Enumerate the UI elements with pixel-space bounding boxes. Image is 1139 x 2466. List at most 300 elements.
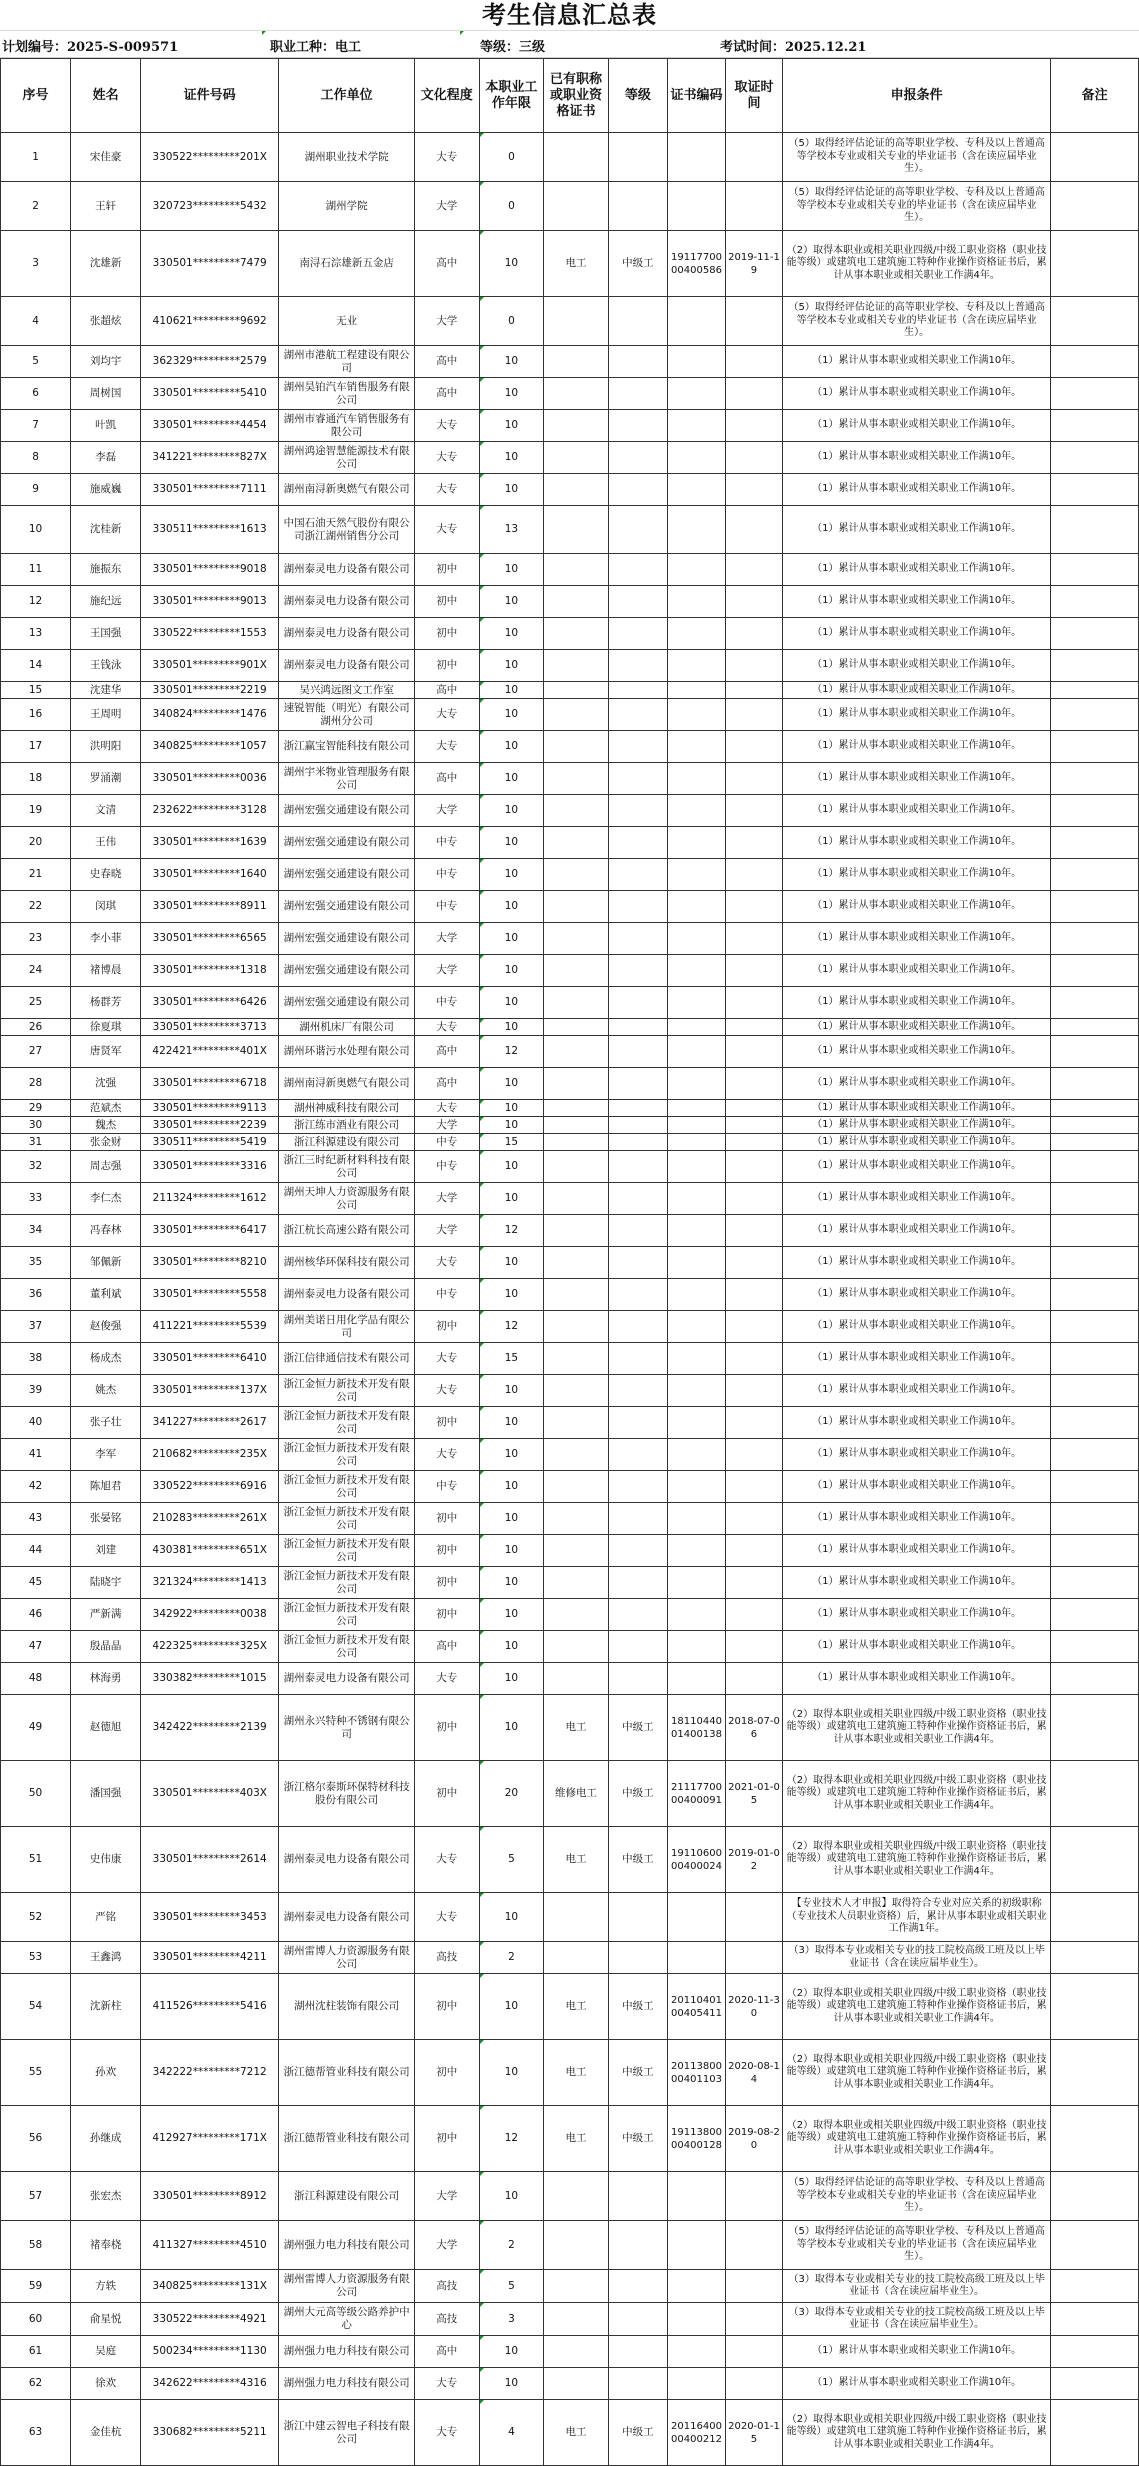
cell-cert-number[interactable]: [667, 650, 725, 682]
table-row[interactable]: [1, 2040, 1139, 2106]
cell-name[interactable]: 方轶: [71, 2270, 141, 2303]
cell-name[interactable]: 洪明阳: [71, 731, 141, 763]
cell-seq[interactable]: 57: [1, 2172, 71, 2221]
cell-id-number[interactable]: 330501*********9018: [141, 554, 279, 586]
cell-education[interactable]: 大学: [415, 923, 480, 955]
cell-cert-date[interactable]: [726, 133, 783, 182]
cell-work-years[interactable]: 10: [479, 891, 544, 923]
cell-remarks[interactable]: [1051, 1471, 1139, 1503]
cell-seq[interactable]: 5: [1, 346, 71, 378]
cell-remarks[interactable]: [1051, 2270, 1139, 2303]
cell-work-years[interactable]: 10: [479, 1247, 544, 1279]
cell-remarks[interactable]: [1051, 1311, 1139, 1343]
cell-existing-cert[interactable]: [544, 1151, 609, 1183]
cell-remarks[interactable]: [1051, 1535, 1139, 1567]
cell-cert-number[interactable]: [667, 1599, 725, 1631]
cell-remarks[interactable]: [1051, 133, 1139, 182]
cell-cert-number[interactable]: [667, 1036, 725, 1068]
cell-cert-date[interactable]: [726, 618, 783, 650]
cell-work-years[interactable]: 10: [479, 2172, 544, 2221]
cell-cert-number[interactable]: [667, 1535, 725, 1567]
cell-remarks[interactable]: [1051, 2336, 1139, 2368]
cell-cert-number[interactable]: [667, 1247, 725, 1279]
cell-cert-date[interactable]: [726, 1068, 783, 1100]
cell-work-years[interactable]: 10: [479, 474, 544, 506]
cell-work-years[interactable]: 0: [479, 297, 544, 346]
table-row[interactable]: [1, 763, 1139, 795]
cell-education[interactable]: 大专: [415, 506, 480, 554]
cell-remarks[interactable]: [1051, 586, 1139, 618]
cell-work-unit[interactable]: 湖州雷博人力资源服务有限公司: [279, 2270, 415, 2303]
cell-name[interactable]: 俞星悦: [71, 2303, 141, 2336]
cell-cert-date[interactable]: [726, 1471, 783, 1503]
cell-id-number[interactable]: 330501*********2219: [141, 682, 279, 699]
cell-cert-date[interactable]: [726, 297, 783, 346]
cell-id-number[interactable]: 411221*********5539: [141, 1311, 279, 1343]
cell-education[interactable]: 初中: [415, 1567, 480, 1599]
cell-cert-number[interactable]: [667, 1567, 725, 1599]
cell-education[interactable]: 初中: [415, 650, 480, 682]
cell-cert-number[interactable]: [667, 2172, 725, 2221]
cell-seq[interactable]: 28: [1, 1068, 71, 1100]
cell-remarks[interactable]: [1051, 2172, 1139, 2221]
cell-work-unit[interactable]: 湖州核华环保科技有限公司: [279, 1247, 415, 1279]
cell-seq[interactable]: 61: [1, 2336, 71, 2368]
cell-work-years[interactable]: 10: [479, 1974, 544, 2040]
cell-name[interactable]: 董利斌: [71, 1279, 141, 1311]
cell-education[interactable]: 初中: [415, 2040, 480, 2106]
cell-conditions[interactable]: （3）取得本专业或相关专业的技工院校高级工班及以上毕业证书（含在读应届毕业生）。: [782, 1942, 1050, 1974]
cell-work-unit[interactable]: 无业: [279, 297, 415, 346]
cell-remarks[interactable]: [1051, 1631, 1139, 1663]
cell-cert-date[interactable]: [726, 2221, 783, 2270]
cell-seq[interactable]: 54: [1, 1974, 71, 2040]
cell-work-years[interactable]: 3: [479, 2303, 544, 2336]
cell-conditions[interactable]: （1）累计从事本职业或相关职业工作满10年。: [782, 1599, 1050, 1631]
cell-seq[interactable]: 33: [1, 1183, 71, 1215]
cell-conditions[interactable]: （1）累计从事本职业或相关职业工作满10年。: [782, 1117, 1050, 1134]
cell-cert-number[interactable]: 1911380000400128: [667, 2106, 725, 2172]
cell-cert-number[interactable]: [667, 1134, 725, 1151]
cell-work-years[interactable]: 12: [479, 2106, 544, 2172]
cell-seq[interactable]: 62: [1, 2368, 71, 2400]
cell-remarks[interactable]: [1051, 2303, 1139, 2336]
cell-name[interactable]: 王周明: [71, 699, 141, 731]
cell-level[interactable]: 中级工: [608, 231, 667, 297]
cell-cert-date[interactable]: [726, 1279, 783, 1311]
cell-remarks[interactable]: [1051, 2221, 1139, 2270]
cell-existing-cert[interactable]: [544, 650, 609, 682]
cell-work-years[interactable]: 10: [479, 682, 544, 699]
table-row[interactable]: [1, 182, 1139, 231]
cell-level[interactable]: [608, 2221, 667, 2270]
cell-work-years[interactable]: 12: [479, 1311, 544, 1343]
table-row[interactable]: [1, 554, 1139, 586]
cell-cert-date[interactable]: [726, 1893, 783, 1942]
cell-seq[interactable]: 52: [1, 1893, 71, 1942]
cell-seq[interactable]: 50: [1, 1761, 71, 1827]
cell-education[interactable]: 中专: [415, 1471, 480, 1503]
cell-seq[interactable]: 48: [1, 1663, 71, 1695]
cell-existing-cert[interactable]: [544, 987, 609, 1019]
cell-work-unit[interactable]: 浙江三时纪新材料科技有限公司: [279, 1151, 415, 1183]
cell-education[interactable]: 大专: [415, 1100, 480, 1117]
cell-work-years[interactable]: 10: [479, 827, 544, 859]
table-row[interactable]: [1, 378, 1139, 410]
cell-seq[interactable]: 46: [1, 1599, 71, 1631]
cell-id-number[interactable]: 342422*********2139: [141, 1695, 279, 1761]
cell-existing-cert[interactable]: [544, 133, 609, 182]
cell-name[interactable]: 邹佩新: [71, 1247, 141, 1279]
cell-remarks[interactable]: [1051, 1663, 1139, 1695]
cell-level[interactable]: [608, 2303, 667, 2336]
cell-conditions[interactable]: 【专业技术人才申报】取得符合专业对应关系的初级职称（专业技术人员职业资格）后，累计从事本职业或相关职业工作满1年。: [782, 1893, 1050, 1942]
cell-existing-cert[interactable]: [544, 1279, 609, 1311]
cell-seq[interactable]: 3: [1, 231, 71, 297]
cell-remarks[interactable]: [1051, 1407, 1139, 1439]
cell-cert-date[interactable]: [726, 1215, 783, 1247]
cell-id-number[interactable]: 341221*********827X: [141, 442, 279, 474]
cell-cert-number[interactable]: [667, 1068, 725, 1100]
table-row[interactable]: [1, 1100, 1139, 1117]
cell-work-years[interactable]: 10: [479, 1567, 544, 1599]
cell-cert-date[interactable]: [726, 1631, 783, 1663]
cell-work-unit[interactable]: 湖州大元高等级公路养护中心: [279, 2303, 415, 2336]
cell-work-unit[interactable]: 湖州天坤人力资源服务有限公司: [279, 1183, 415, 1215]
cell-cert-date[interactable]: [726, 699, 783, 731]
table-row[interactable]: [1, 442, 1139, 474]
cell-cert-date[interactable]: [726, 346, 783, 378]
cell-seq[interactable]: 25: [1, 987, 71, 1019]
cell-cert-date[interactable]: [726, 1567, 783, 1599]
cell-name[interactable]: 徐夏琪: [71, 1019, 141, 1036]
cell-existing-cert[interactable]: [544, 891, 609, 923]
cell-cert-date[interactable]: [726, 955, 783, 987]
cell-education[interactable]: 初中: [415, 1974, 480, 2040]
cell-cert-date[interactable]: [726, 987, 783, 1019]
cell-conditions[interactable]: （1）累计从事本职业或相关职业工作满10年。: [782, 1279, 1050, 1311]
cell-level[interactable]: [608, 410, 667, 442]
cell-id-number[interactable]: 330501*********5558: [141, 1279, 279, 1311]
cell-education[interactable]: 高中: [415, 231, 480, 297]
cell-seq[interactable]: 12: [1, 586, 71, 618]
cell-seq[interactable]: 29: [1, 1100, 71, 1117]
cell-cert-date[interactable]: [726, 1183, 783, 1215]
cell-level[interactable]: [608, 1407, 667, 1439]
cell-remarks[interactable]: [1051, 378, 1139, 410]
table-row[interactable]: [1, 1695, 1139, 1761]
cell-name[interactable]: 严铭: [71, 1893, 141, 1942]
cell-cert-number[interactable]: [667, 410, 725, 442]
cell-id-number[interactable]: 330501*********1639: [141, 827, 279, 859]
cell-work-unit[interactable]: 湖州南浔新奥燃气有限公司: [279, 474, 415, 506]
cell-conditions[interactable]: （1）累计从事本职业或相关职业工作满10年。: [782, 827, 1050, 859]
table-row[interactable]: [1, 1567, 1139, 1599]
cell-remarks[interactable]: [1051, 1134, 1139, 1151]
cell-conditions[interactable]: （1）累计从事本职业或相关职业工作满10年。: [782, 795, 1050, 827]
cell-work-unit[interactable]: 湖州宏强交通建设有限公司: [279, 923, 415, 955]
cell-conditions[interactable]: （1）累计从事本职业或相关职业工作满10年。: [782, 1407, 1050, 1439]
cell-work-years[interactable]: 0: [479, 133, 544, 182]
table-row[interactable]: [1, 859, 1139, 891]
cell-seq[interactable]: 42: [1, 1471, 71, 1503]
cell-remarks[interactable]: [1051, 506, 1139, 554]
cell-conditions[interactable]: （2）取得本职业或相关职业四级/中级工职业资格（职业技能等级）或建筑电工建筑施工特种作业操作资格证书后，累计从事本职业或相关职业工作满4年。: [782, 1974, 1050, 2040]
cell-cert-number[interactable]: 1911770000400586: [667, 231, 725, 297]
cell-remarks[interactable]: [1051, 346, 1139, 378]
cell-cert-date[interactable]: [726, 1117, 783, 1134]
cell-remarks[interactable]: [1051, 1183, 1139, 1215]
cell-seq[interactable]: 21: [1, 859, 71, 891]
cell-work-years[interactable]: 2: [479, 2221, 544, 2270]
cell-cert-date[interactable]: [726, 763, 783, 795]
cell-work-years[interactable]: 12: [479, 1215, 544, 1247]
cell-name[interactable]: 严新满: [71, 1599, 141, 1631]
table-row[interactable]: [1, 1183, 1139, 1215]
cell-work-unit[interactable]: 浙江赢宝智能科技有限公司: [279, 731, 415, 763]
cell-seq[interactable]: 60: [1, 2303, 71, 2336]
cell-level[interactable]: [608, 987, 667, 1019]
cell-conditions[interactable]: （2）取得本职业或相关职业四级/中级工职业资格（职业技能等级）或建筑电工建筑施工特种作业操作资格证书后，累计从事本职业或相关职业工作满4年。: [782, 231, 1050, 297]
cell-cert-date[interactable]: 2021-01-05: [726, 1761, 783, 1827]
cell-conditions[interactable]: （1）累计从事本职业或相关职业工作满10年。: [782, 1151, 1050, 1183]
cell-seq[interactable]: 24: [1, 955, 71, 987]
cell-existing-cert[interactable]: [544, 2172, 609, 2221]
cell-remarks[interactable]: [1051, 1019, 1139, 1036]
cell-name[interactable]: 李磊: [71, 442, 141, 474]
cell-education[interactable]: 初中: [415, 1311, 480, 1343]
cell-cert-date[interactable]: [726, 2172, 783, 2221]
cell-education[interactable]: 大专: [415, 1827, 480, 1893]
cell-id-number[interactable]: 411327*********4510: [141, 2221, 279, 2270]
cell-cert-number[interactable]: [667, 1215, 725, 1247]
cell-conditions[interactable]: （1）累计从事本职业或相关职业工作满10年。: [782, 618, 1050, 650]
cell-seq[interactable]: 53: [1, 1942, 71, 1974]
cell-cert-number[interactable]: [667, 827, 725, 859]
cell-name[interactable]: 沈建华: [71, 682, 141, 699]
cell-remarks[interactable]: [1051, 2368, 1139, 2400]
cell-name[interactable]: 宋佳豪: [71, 133, 141, 182]
cell-existing-cert[interactable]: [544, 442, 609, 474]
cell-work-unit[interactable]: 湖州宏强交通建设有限公司: [279, 795, 415, 827]
cell-id-number[interactable]: 320723*********5432: [141, 182, 279, 231]
cell-cert-date[interactable]: 2020-11-30: [726, 1974, 783, 2040]
cell-id-number[interactable]: 210682*********235X: [141, 1439, 279, 1471]
cell-name[interactable]: 施振东: [71, 554, 141, 586]
cell-education[interactable]: 大专: [415, 1893, 480, 1942]
cell-remarks[interactable]: [1051, 2106, 1139, 2172]
cell-work-years[interactable]: 10: [479, 442, 544, 474]
cell-id-number[interactable]: 330501*********6565: [141, 923, 279, 955]
cell-existing-cert[interactable]: [544, 955, 609, 987]
cell-level[interactable]: [608, 2368, 667, 2400]
cell-seq[interactable]: 13: [1, 618, 71, 650]
cell-level[interactable]: [608, 1068, 667, 1100]
cell-level[interactable]: [608, 682, 667, 699]
cell-remarks[interactable]: [1051, 731, 1139, 763]
cell-conditions[interactable]: （1）累计从事本职业或相关职业工作满10年。: [782, 346, 1050, 378]
cell-cert-number[interactable]: [667, 554, 725, 586]
cell-cert-date[interactable]: [726, 2270, 783, 2303]
cell-level[interactable]: [608, 442, 667, 474]
cell-name[interactable]: 唐贤军: [71, 1036, 141, 1068]
cell-remarks[interactable]: [1051, 2400, 1139, 2466]
table-row[interactable]: [1, 1343, 1139, 1375]
table-row[interactable]: [1, 650, 1139, 682]
cell-conditions[interactable]: （1）累计从事本职业或相关职业工作满10年。: [782, 2368, 1050, 2400]
cell-name[interactable]: 赵德旭: [71, 1695, 141, 1761]
cell-id-number[interactable]: 410621*********9692: [141, 297, 279, 346]
cell-remarks[interactable]: [1051, 1439, 1139, 1471]
cell-id-number[interactable]: 330501*********1318: [141, 955, 279, 987]
cell-name[interactable]: 施威巍: [71, 474, 141, 506]
cell-cert-date[interactable]: [726, 1663, 783, 1695]
cell-id-number[interactable]: 330501*********9013: [141, 586, 279, 618]
cell-work-unit[interactable]: 浙江练市酒业有限公司: [279, 1117, 415, 1134]
cell-remarks[interactable]: [1051, 891, 1139, 923]
cell-education[interactable]: 初中: [415, 554, 480, 586]
table-row[interactable]: [1, 1942, 1139, 1974]
cell-level[interactable]: [608, 1183, 667, 1215]
cell-existing-cert[interactable]: [544, 795, 609, 827]
cell-cert-number[interactable]: [667, 618, 725, 650]
cell-cert-number[interactable]: [667, 297, 725, 346]
cell-remarks[interactable]: [1051, 1151, 1139, 1183]
cell-id-number[interactable]: 330501*********4454: [141, 410, 279, 442]
cell-seq[interactable]: 47: [1, 1631, 71, 1663]
cell-cert-date[interactable]: [726, 506, 783, 554]
cell-cert-date[interactable]: [726, 2336, 783, 2368]
cell-remarks[interactable]: [1051, 1761, 1139, 1827]
cell-id-number[interactable]: 430381*********651X: [141, 1535, 279, 1567]
cell-id-number[interactable]: 340824*********1476: [141, 699, 279, 731]
cell-cert-number[interactable]: [667, 955, 725, 987]
cell-conditions[interactable]: （1）累计从事本职业或相关职业工作满10年。: [782, 1535, 1050, 1567]
cell-level[interactable]: [608, 2336, 667, 2368]
cell-name[interactable]: 史春晓: [71, 859, 141, 891]
cell-name[interactable]: 周树国: [71, 378, 141, 410]
table-row[interactable]: [1, 1068, 1139, 1100]
cell-cert-number[interactable]: [667, 859, 725, 891]
cell-cert-date[interactable]: [726, 923, 783, 955]
cell-level[interactable]: [608, 859, 667, 891]
cell-work-unit[interactable]: 湖州市睿通汽车销售服务有限公司: [279, 410, 415, 442]
cell-seq[interactable]: 11: [1, 554, 71, 586]
cell-education[interactable]: 大学: [415, 2221, 480, 2270]
cell-work-years[interactable]: 10: [479, 410, 544, 442]
cell-id-number[interactable]: 330501*********2239: [141, 1117, 279, 1134]
cell-seq[interactable]: 51: [1, 1827, 71, 1893]
cell-existing-cert[interactable]: [544, 1183, 609, 1215]
cell-remarks[interactable]: [1051, 1567, 1139, 1599]
cell-work-unit[interactable]: 浙江德帮管业科技有限公司: [279, 2040, 415, 2106]
cell-level[interactable]: [608, 1631, 667, 1663]
cell-level[interactable]: [608, 650, 667, 682]
cell-name[interactable]: 张宏杰: [71, 2172, 141, 2221]
cell-work-unit[interactable]: 浙江中建云智电子科技有限公司: [279, 2400, 415, 2466]
cell-education[interactable]: 初中: [415, 1695, 480, 1761]
cell-remarks[interactable]: [1051, 987, 1139, 1019]
cell-name[interactable]: 林海勇: [71, 1663, 141, 1695]
cell-work-unit[interactable]: 浙江德帮管业科技有限公司: [279, 2106, 415, 2172]
cell-existing-cert[interactable]: [544, 2221, 609, 2270]
cell-remarks[interactable]: [1051, 1215, 1139, 1247]
cell-id-number[interactable]: 330382*********1015: [141, 1663, 279, 1695]
cell-seq[interactable]: 17: [1, 731, 71, 763]
cell-work-unit[interactable]: 湖州强力电力科技有限公司: [279, 2368, 415, 2400]
cell-cert-number[interactable]: 2011380000401103: [667, 2040, 725, 2106]
cell-existing-cert[interactable]: [544, 346, 609, 378]
cell-cert-number[interactable]: [667, 182, 725, 231]
cell-name[interactable]: 魏杰: [71, 1117, 141, 1134]
cell-name[interactable]: 陈旭君: [71, 1471, 141, 1503]
cell-work-unit[interactable]: 浙江金恒力新技术开发有限公司: [279, 1503, 415, 1535]
cell-cert-number[interactable]: [667, 2303, 725, 2336]
table-row[interactable]: [1, 1631, 1139, 1663]
table-row[interactable]: [1, 2221, 1139, 2270]
cell-cert-date[interactable]: [726, 859, 783, 891]
cell-conditions[interactable]: （1）累计从事本职业或相关职业工作满10年。: [782, 923, 1050, 955]
cell-remarks[interactable]: [1051, 1117, 1139, 1134]
cell-cert-number[interactable]: [667, 699, 725, 731]
cell-cert-number[interactable]: [667, 378, 725, 410]
cell-level[interactable]: [608, 182, 667, 231]
cell-existing-cert[interactable]: [544, 1663, 609, 1695]
cell-id-number[interactable]: 330501*********8911: [141, 891, 279, 923]
cell-id-number[interactable]: 412927*********171X: [141, 2106, 279, 2172]
cell-name[interactable]: 张子壮: [71, 1407, 141, 1439]
cell-seq[interactable]: 18: [1, 763, 71, 795]
cell-work-years[interactable]: 10: [479, 378, 544, 410]
cell-remarks[interactable]: [1051, 1375, 1139, 1407]
cell-education[interactable]: 初中: [415, 618, 480, 650]
cell-existing-cert[interactable]: [544, 297, 609, 346]
cell-existing-cert[interactable]: [544, 1375, 609, 1407]
cell-existing-cert[interactable]: [544, 1535, 609, 1567]
cell-education[interactable]: 高中: [415, 1631, 480, 1663]
table-row[interactable]: [1, 827, 1139, 859]
cell-seq[interactable]: 59: [1, 2270, 71, 2303]
cell-name[interactable]: 金佳杭: [71, 2400, 141, 2466]
cell-cert-date[interactable]: [726, 682, 783, 699]
cell-id-number[interactable]: 342922*********0038: [141, 1599, 279, 1631]
cell-level[interactable]: 中级工: [608, 2400, 667, 2466]
cell-seq[interactable]: 40: [1, 1407, 71, 1439]
cell-existing-cert[interactable]: 电工: [544, 1974, 609, 2040]
cell-remarks[interactable]: [1051, 618, 1139, 650]
cell-education[interactable]: 大专: [415, 1019, 480, 1036]
cell-cert-date[interactable]: 2019-11-19: [726, 231, 783, 297]
cell-name[interactable]: 殷晶晶: [71, 1631, 141, 1663]
cell-id-number[interactable]: 330522*********4921: [141, 2303, 279, 2336]
cell-conditions[interactable]: （1）累计从事本职业或相关职业工作满10年。: [782, 378, 1050, 410]
cell-existing-cert[interactable]: 电工: [544, 2040, 609, 2106]
cell-level[interactable]: [608, 731, 667, 763]
cell-id-number[interactable]: 330511*********1613: [141, 506, 279, 554]
cell-work-unit[interactable]: 湖州泰灵电力设备有限公司: [279, 586, 415, 618]
cell-work-years[interactable]: 10: [479, 763, 544, 795]
cell-conditions[interactable]: （1）累计从事本职业或相关职业工作满10年。: [782, 731, 1050, 763]
cell-name[interactable]: 张超炫: [71, 297, 141, 346]
cell-level[interactable]: [608, 506, 667, 554]
cell-work-years[interactable]: 10: [479, 618, 544, 650]
cell-conditions[interactable]: （2）取得本职业或相关职业四级/中级工职业资格（职业技能等级）或建筑电工建筑施工特种作业操作资格证书后，累计从事本职业或相关职业工作满4年。: [782, 1695, 1050, 1761]
table-row[interactable]: [1, 2400, 1139, 2466]
cell-education[interactable]: 初中: [415, 1503, 480, 1535]
cell-level[interactable]: [608, 955, 667, 987]
cell-existing-cert[interactable]: [544, 474, 609, 506]
cell-education[interactable]: 中专: [415, 1279, 480, 1311]
